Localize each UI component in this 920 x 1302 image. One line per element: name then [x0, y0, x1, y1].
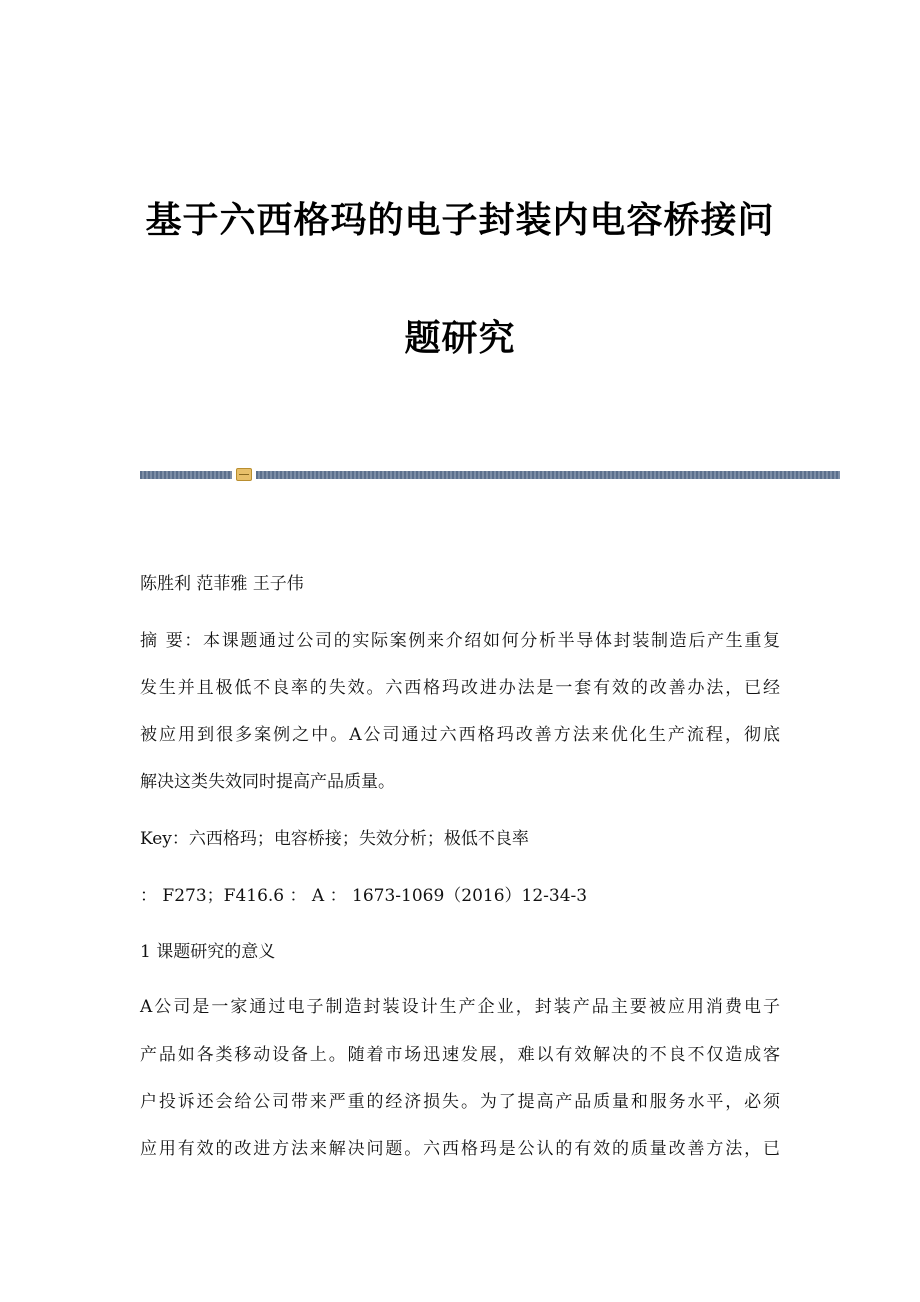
paper-title-line-1: 基于六西格玛的电子封装内电容桥接问	[145, 200, 775, 241]
abstract-line: 发生并且极低不良率的失效。六西格玛改进办法是一套有效的改善办法，已经	[140, 678, 780, 698]
title-divider	[140, 471, 840, 479]
section-1-line: A公司是一家通过电子制造封装设计生产企业，封装产品主要被应用消费电子	[140, 997, 780, 1017]
abstract-line: 被应用到很多案例之中。A公司通过六西格玛改善方法来优化生产流程，彻底	[140, 725, 780, 745]
section-1-line: 户投诉还会给公司带来严重的经济损失。为了提高产品质量和服务水平，必须	[140, 1092, 780, 1112]
divider-bar-right	[256, 471, 840, 479]
classification-info: ： F273；F416.6 ： A ： 1673-1069（2016）12-34-3	[140, 886, 588, 906]
abstract-line: 解决这类失效同时提高产品质量。	[140, 772, 395, 792]
divider-ornament-icon	[236, 468, 252, 481]
authors: 陈胜利 范菲雅 王子伟	[140, 574, 304, 594]
keywords: Key：六西格玛；电容桥接；失效分析；极低不良率	[140, 829, 529, 849]
section-1-heading: 1 课题研究的意义	[140, 942, 276, 962]
section-1-line: 应用有效的改进方法来解决问题。六西格玛是公认的有效的质量改善方法，已	[140, 1139, 780, 1159]
section-1-line: 产品如各类移动设备上。随着市场迅速发展，难以有效解决的不良不仅造成客	[140, 1045, 780, 1065]
abstract-line: 摘 要：本课题通过公司的实际案例来介绍如何分析半导体封装制造后产生重复	[140, 631, 780, 651]
paper-title-line-2: 题研究	[404, 318, 516, 359]
divider-bar-left	[140, 471, 232, 479]
